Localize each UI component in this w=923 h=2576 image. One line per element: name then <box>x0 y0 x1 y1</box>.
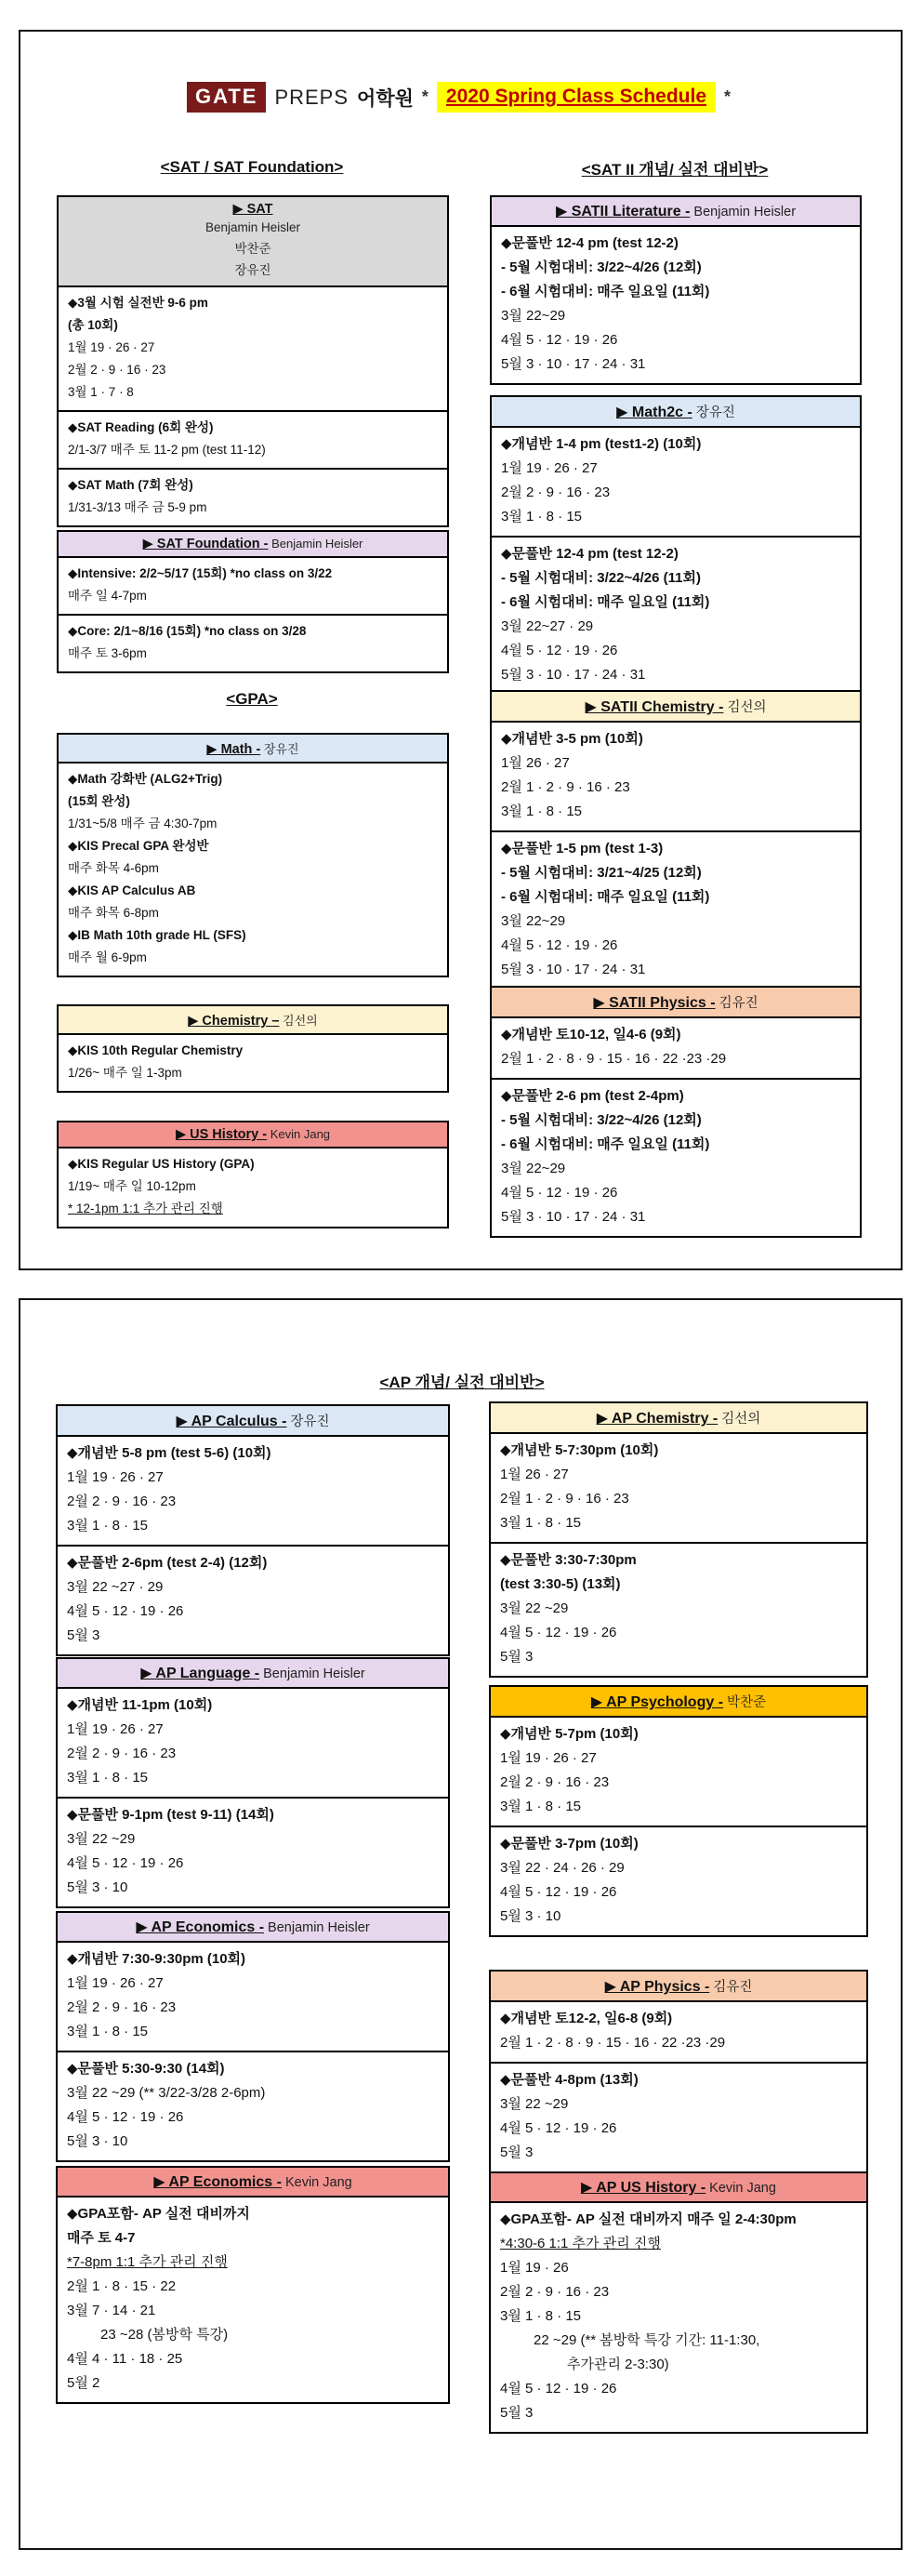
schedule-line: 3월 22~29 <box>501 913 566 929</box>
table-teacher: Kevin Jang <box>267 1127 331 1141</box>
schedule-line: 23 ~28 (봄방학 특강) <box>100 2327 229 2343</box>
schedule-line: 3월 22 ~29 (** 3/22-3/28 2-6pm) <box>67 2085 266 2101</box>
schedule-line: ◆개념반 토12-2, 일6-8 (9회) <box>500 2011 673 2026</box>
schedule-line: ◆KIS AP Calculus AB <box>68 883 196 897</box>
brand-latin: PREPS <box>274 85 349 109</box>
schedule-line: 2월 1 · 2 · 9 · 16 · 23 <box>501 779 630 795</box>
schedule-line: 1월 26 · 27 <box>500 1467 569 1482</box>
schedule-line: 4월 5 · 12 · 19 · 26 <box>500 1884 617 1900</box>
table-teacher: Kevin Jang <box>281 2175 352 2190</box>
table-section <box>492 536 860 694</box>
table-satii-chemistry <box>490 690 862 990</box>
table-satii-literature <box>490 195 862 385</box>
table-sat-foundation <box>57 530 449 673</box>
schedule-line: - 5월 시험대비: 3/21~4/25 (12회) <box>501 865 702 881</box>
schedule-line: 1/26~ 매주 일 1-3pm <box>68 1066 182 1080</box>
schedule-line: 2월 1 · 8 · 15 · 22 <box>67 2278 177 2294</box>
table-section <box>58 2051 448 2160</box>
table-section <box>491 2062 866 2171</box>
table-title: ▶ SAT <box>232 202 273 217</box>
schedule-line: 1월 19 · 26 · 27 <box>500 1750 597 1766</box>
document-header <box>19 82 899 113</box>
schedule-line: 1월 19 · 26 · 27 <box>68 340 155 354</box>
schedule-line: ◆KIS Regular US History (GPA) <box>68 1157 255 1171</box>
schedule-line: 5월 3 · 10 <box>500 1908 561 1924</box>
schedule-line: 2월 1 · 2 · 9 · 16 · 23 <box>500 1491 629 1507</box>
table-section <box>58 2198 448 2402</box>
table-title: ▶ SATII Literature - <box>555 204 691 219</box>
table-ap-physics <box>489 1970 868 2173</box>
table-teacher: 장유진 <box>286 1414 330 1429</box>
table-teacher: 김유진 <box>715 996 758 1011</box>
schedule-line: ◆개념반 3-5 pm (10회) <box>501 731 643 747</box>
schedule-line: 2월 1 · 2 · 8 · 9 · 15 · 16 · 22 ·23 ·29 <box>501 1051 727 1067</box>
table-section <box>59 1035 447 1091</box>
table-teacher: Benjamin Heisler <box>690 205 797 219</box>
schedule-line: 4월 5 · 12 · 19 · 26 <box>501 643 618 658</box>
table-math2c <box>490 395 862 696</box>
schedule-line: 5월 3 · 10 · 17 · 24 · 31 <box>501 667 646 683</box>
table-title: ▶ AP US History - <box>581 2180 706 2196</box>
table-section <box>492 830 860 989</box>
table-title: ▶ SAT Foundation - <box>142 537 269 551</box>
star-left: * <box>421 87 429 106</box>
table-section <box>491 1826 866 1935</box>
gate-logo: GATE <box>187 82 266 113</box>
table-teacher: 장유진 <box>260 742 299 756</box>
table-section <box>491 1718 866 1826</box>
schedule-line: 3월 22 ~29 <box>67 1831 136 1847</box>
table-ap-economics-kj <box>56 2166 450 2404</box>
table-section <box>59 468 447 525</box>
schedule-line: - 6월 시험대비: 매주 일요일 (11회) <box>501 284 710 299</box>
schedule-line: 3월 1 · 8 · 15 <box>500 1515 582 1531</box>
table-header <box>59 1006 447 1035</box>
schedule-line: 3월 1 · 8 · 15 <box>500 1799 582 1814</box>
schedule-line: 1월 19 · 26 · 27 <box>501 460 598 476</box>
schedule-line: 1/31-3/13 매주 금 5-9 pm <box>68 500 207 514</box>
schedule-line: ◆문풀반 2-6pm (test 2-4) (12회) <box>67 1555 268 1571</box>
table-header <box>59 532 447 558</box>
table-header <box>58 1406 448 1437</box>
table-header <box>59 1122 447 1149</box>
heading-gpa: <GPA> <box>226 690 278 708</box>
schedule-line: ◆Core: 2/1~8/16 (15회) *no class on 3/28 <box>68 624 307 638</box>
table-section <box>59 558 447 614</box>
schedule-line: ◆SAT Math (7회 완성) <box>68 478 193 492</box>
table-header <box>492 988 860 1018</box>
schedule-line: ◆문풀반 2-6 pm (test 2-4pm) <box>501 1088 684 1104</box>
schedule-line: 5월 3 <box>67 1627 100 1643</box>
schedule-line: 2월 2 · 9 · 16 · 23 <box>500 1774 610 1790</box>
schedule-line: 3월 1 · 8 · 15 <box>500 2308 582 2324</box>
schedule-line: - 6월 시험대비: 매주 일요일 (11회) <box>501 889 710 905</box>
schedule-line: 3월 1 · 8 · 15 <box>67 2024 149 2039</box>
table-header <box>491 1403 866 1434</box>
table-title: ▶ US History - <box>175 1127 268 1142</box>
table-teacher: 장유진 <box>692 405 735 420</box>
schedule-line: 3월 22~27 · 29 <box>501 618 594 634</box>
table-section <box>59 1149 447 1227</box>
table-title: ▶ Chemistry – <box>188 1014 280 1029</box>
schedule-line: ◆IB Math 10th grade HL (SFS) <box>68 928 246 942</box>
schedule-line: ◆문풀반 1-5 pm (test 1-3) <box>501 841 664 856</box>
table-header <box>58 1913 448 1943</box>
schedule-line: 1/31~5/8 매주 금 4:30-7pm <box>68 817 218 830</box>
schedule-line: ◆문풀반 3-7pm (10회) <box>500 1836 639 1852</box>
schedule-line: 매주 토 3-6pm <box>68 646 147 660</box>
heading-ap: <AP 개념/ 실전 대비반> <box>379 1374 545 1391</box>
table-ap-calculus <box>56 1404 450 1656</box>
brand-korean: 어학원 <box>357 87 414 110</box>
table-section <box>491 1542 866 1676</box>
schedule-line: - 5월 시험대비: 3/22~4/26 (11회) <box>501 570 701 586</box>
table-section <box>58 1689 448 1797</box>
table-section <box>491 1434 866 1542</box>
table-chemistry-gpa <box>57 1004 449 1093</box>
schedule-line: - 5월 시험대비: 3/22~4/26 (12회) <box>501 1112 702 1128</box>
schedule-line: 3월 1 · 8 · 15 <box>501 803 583 819</box>
page-title: 2020 Spring Class Schedule <box>445 86 707 107</box>
schedule-line: 3월 1 · 8 · 15 <box>67 1518 149 1534</box>
schedule-line: (15회 완성) <box>68 794 130 808</box>
schedule-line: 매주 일 4-7pm <box>68 589 147 603</box>
table-ap-chemistry <box>489 1401 868 1678</box>
table-title: ▶ Math2c - <box>616 405 692 420</box>
schedule-line: ◆Intensive: 2/2~5/17 (15회) *no class on 3/22 <box>68 566 333 580</box>
schedule-line: 2월 2 · 9 · 16 · 23 <box>67 1494 177 1509</box>
schedule-line: *7-8pm 1:1 추가 관리 진행 <box>67 2254 228 2270</box>
star-right: * <box>724 87 732 106</box>
schedule-line: 4월 5 · 12 · 19 · 26 <box>501 332 618 348</box>
table-teacher: Kevin Jang <box>705 2181 776 2196</box>
schedule-line: ◆개념반 1-4 pm (test1-2) (10회) <box>501 436 702 452</box>
table-teacher: 박찬준 <box>723 1695 767 1710</box>
schedule-line: 3월 22 · 24 · 26 · 29 <box>500 1860 625 1876</box>
schedule-line: 3월 7 · 14 · 21 <box>67 2303 156 2318</box>
table-title: ▶ Math - <box>206 742 261 757</box>
schedule-line: - 6월 시험대비: 매주 일요일 (11회) <box>501 594 710 610</box>
schedule-line: - 6월 시험대비: 매주 일요일 (11회) <box>501 1136 710 1152</box>
table-math-gpa <box>57 733 449 977</box>
schedule-line: 5월 3 · 10 · 17 · 24 · 31 <box>501 356 646 372</box>
table-title: ▶ AP Chemistry - <box>596 1411 719 1427</box>
schedule-line: 4월 5 · 12 · 19 · 26 <box>500 2381 617 2397</box>
table-title: ▶ AP Language - <box>140 1666 260 1681</box>
schedule-line: 5월 3 <box>500 2144 534 2160</box>
table-section <box>492 428 860 536</box>
table-satii-physics <box>490 986 862 1238</box>
schedule-line: 3월 1 · 8 · 15 <box>501 509 583 524</box>
schedule-line: 5월 3 <box>500 1649 534 1665</box>
table-ap-economics-bh <box>56 1911 450 2162</box>
schedule-line: (총 10회) <box>68 318 118 332</box>
table-title: ▶ AP Calculus - <box>176 1414 287 1429</box>
schedule-line: 4월 5 · 12 · 19 · 26 <box>500 1625 617 1640</box>
table-ap-us-history <box>489 2171 868 2434</box>
table-header <box>58 1659 448 1689</box>
table-section <box>491 2002 866 2062</box>
schedule-line: 1월 26 · 27 <box>501 755 570 771</box>
table-header <box>492 692 860 723</box>
heading-sat-foundation: <SAT / SAT Foundation> <box>160 158 344 176</box>
table-section <box>58 1545 448 1654</box>
schedule-line: 3월 22 ~29 <box>500 1600 569 1616</box>
table-header <box>491 2173 866 2203</box>
table-title: ▶ AP Economics - <box>136 1919 265 1935</box>
table-section <box>492 723 860 830</box>
schedule-line: 5월 3 <box>500 2405 534 2421</box>
table-teacher: Benjamin Heisler <box>259 1666 365 1681</box>
schedule-line: 3월 1 · 8 · 15 <box>67 1770 149 1786</box>
schedule-line: 22 ~29 (** 봄방학 특강 기간: 11-1:30, <box>534 2332 760 2348</box>
table-ap-psychology <box>489 1685 868 1937</box>
table-section <box>59 764 447 976</box>
table-teacher: 김선의 <box>723 700 767 715</box>
schedule-line: ◆개념반 토10-12, 일4-6 (9회) <box>501 1027 681 1042</box>
schedule-line: 매주 토 4-7 <box>67 2230 136 2246</box>
table-teacher: 김선의 <box>279 1014 318 1028</box>
schedule-line: ◆개념반 5-7:30pm (10회) <box>500 1442 659 1458</box>
schedule-line: 2월 1 · 2 · 8 · 9 · 15 · 16 · 22 ·23 ·29 <box>500 2035 726 2051</box>
table-section <box>59 287 447 410</box>
schedule-line: 5월 3 · 10 · 17 · 24 · 31 <box>501 962 646 977</box>
table-section <box>492 1018 860 1078</box>
schedule-line: ◆GPA포함- AP 실전 대비까지 <box>67 2206 250 2222</box>
schedule-line: * 12-1pm 1:1 추가 관리 진행 <box>68 1202 223 1215</box>
schedule-line: 5월 3 · 10 <box>67 1879 128 1895</box>
schedule-line: ◆Math 강화반 (ALG2+Trig) <box>68 772 223 786</box>
table-header <box>58 2168 448 2198</box>
schedule-line: 1월 19 · 26 · 27 <box>67 1469 164 1485</box>
table-ap-language <box>56 1657 450 1908</box>
teacher-name: Benjamin Heisler <box>204 220 301 234</box>
schedule-line: 2/1-3/7 매주 토 11-2 pm (test 11-12) <box>68 443 266 457</box>
table-header <box>59 197 447 287</box>
table-title: ▶ AP Physics - <box>604 1979 710 1995</box>
schedule-line: ◆문풀반 3:30-7:30pm <box>500 1552 637 1568</box>
schedule-line: ◆개념반 7:30-9:30pm (10회) <box>67 1951 246 1967</box>
table-sat <box>57 195 449 527</box>
schedule-line: 3월 1 · 7 · 8 <box>68 385 134 399</box>
table-teacher: Benjamin Heisler <box>264 1920 370 1935</box>
schedule-line: ◆문풀반 12-4 pm (test 12-2) <box>501 235 679 251</box>
table-section <box>492 227 860 383</box>
schedule-line: 4월 5 · 12 · 19 · 26 <box>500 2120 617 2136</box>
table-section <box>58 1797 448 1906</box>
schedule-line: ◆3월 시험 실전반 9-6 pm <box>68 296 208 310</box>
table-header <box>492 397 860 428</box>
schedule-line: ◆문풀반 4-8pm (13회) <box>500 2072 639 2088</box>
schedule-line: 3월 22~29 <box>501 308 566 324</box>
table-header <box>59 735 447 764</box>
schedule-line: ◆개념반 11-1pm (10회) <box>67 1697 213 1713</box>
schedule-line: 4월 5 · 12 · 19 · 26 <box>501 1185 618 1201</box>
teacher-name: 장유진 <box>234 263 271 277</box>
schedule-line: *4:30-6 1:1 추가 관리 진행 <box>500 2236 661 2251</box>
table-title: ▶ AP Psychology - <box>590 1694 724 1710</box>
schedule-line: ◆문풀반 9-1pm (test 9-11) (14회) <box>67 1807 274 1823</box>
table-title: ▶ SATII Physics - <box>593 995 716 1011</box>
table-title: ▶ AP Economics - <box>153 2174 282 2190</box>
schedule-line: ◆GPA포함- AP 실전 대비까지 매주 일 2-4:30pm <box>500 2211 797 2227</box>
schedule-line: 4월 5 · 12 · 19 · 26 <box>67 2109 184 2125</box>
title-highlight <box>437 82 716 113</box>
schedule-line: ◆KIS Precal GPA 완성반 <box>68 839 209 853</box>
table-teacher: Benjamin Heisler <box>268 537 363 551</box>
table-header <box>491 1687 866 1718</box>
schedule-line: 2월 2 · 9 · 16 · 23 <box>67 1999 177 2015</box>
schedule-line: 매주 화목 4-6pm <box>68 861 159 875</box>
schedule-line: 1월 19 · 26 <box>500 2260 569 2276</box>
schedule-line: - 5월 시험대비: 3/22~4/26 (12회) <box>501 259 702 275</box>
schedule-line: 4월 5 · 12 · 19 · 26 <box>67 1603 184 1619</box>
schedule-line: ◆개념반 5-7pm (10회) <box>500 1726 639 1742</box>
schedule-line: 2월 2 · 9 · 16 · 23 <box>67 1746 177 1761</box>
table-section <box>58 1437 448 1545</box>
schedule-line: 매주 월 6-9pm <box>68 950 147 964</box>
schedule-line: 4월 4 · 11 · 18 · 25 <box>67 2351 183 2367</box>
schedule-line: 3월 22 ~29 <box>500 2096 569 2112</box>
schedule-line: 1월 19 · 26 · 27 <box>67 1975 164 1991</box>
table-section <box>58 1943 448 2051</box>
schedule-line: 2월 2 · 9 · 16 · 23 <box>500 2284 610 2300</box>
schedule-line: 1월 19 · 26 · 27 <box>67 1721 164 1737</box>
schedule-line: ◆개념반 5-8 pm (test 5-6) (10회) <box>67 1445 271 1461</box>
table-header <box>492 197 860 227</box>
schedule-line: ◆문풀반 5:30-9:30 (14회) <box>67 2061 225 2077</box>
schedule-line: ◆문풀반 12-4 pm (test 12-2) <box>501 546 679 562</box>
schedule-line: (test 3:30-5) (13회) <box>500 1576 621 1592</box>
schedule-line: 5월 2 <box>67 2375 100 2391</box>
table-teacher: 김선의 <box>718 1412 761 1427</box>
heading-satii: <SAT II 개념/ 실전 대비반> <box>581 161 769 179</box>
table-header <box>491 1972 866 2002</box>
schedule-line: ◆KIS 10th Regular Chemistry <box>68 1043 244 1057</box>
schedule-line: 매주 화목 6-8pm <box>68 906 159 920</box>
schedule-line: 추가관리 2-3:30) <box>567 2357 669 2372</box>
schedule-line: 4월 5 · 12 · 19 · 26 <box>67 1855 184 1871</box>
schedule-line: 2월 2 · 9 · 16 · 23 <box>501 485 611 500</box>
schedule-line: 1/19~ 매주 일 10-12pm <box>68 1179 196 1193</box>
schedule-line: 3월 22 ~27 · 29 <box>67 1579 164 1595</box>
table-section <box>491 2203 866 2432</box>
table-us-history-gpa <box>57 1121 449 1228</box>
schedule-line: 5월 3 · 10 · 17 · 24 · 31 <box>501 1209 646 1225</box>
table-section <box>59 410 447 468</box>
table-teacher: 김유진 <box>709 1980 753 1995</box>
table-section <box>59 614 447 671</box>
teacher-name: 박찬준 <box>234 242 271 256</box>
table-title: ▶ SATII Chemistry - <box>585 699 724 715</box>
table-section <box>492 1078 860 1236</box>
schedule-line: ◆SAT Reading (6회 완성) <box>68 420 214 434</box>
schedule-line: 4월 5 · 12 · 19 · 26 <box>501 937 618 953</box>
schedule-line: 5월 3 · 10 <box>67 2133 128 2149</box>
schedule-line: 2월 2 · 9 · 16 · 23 <box>68 363 166 377</box>
schedule-line: 3월 22~29 <box>501 1161 566 1176</box>
